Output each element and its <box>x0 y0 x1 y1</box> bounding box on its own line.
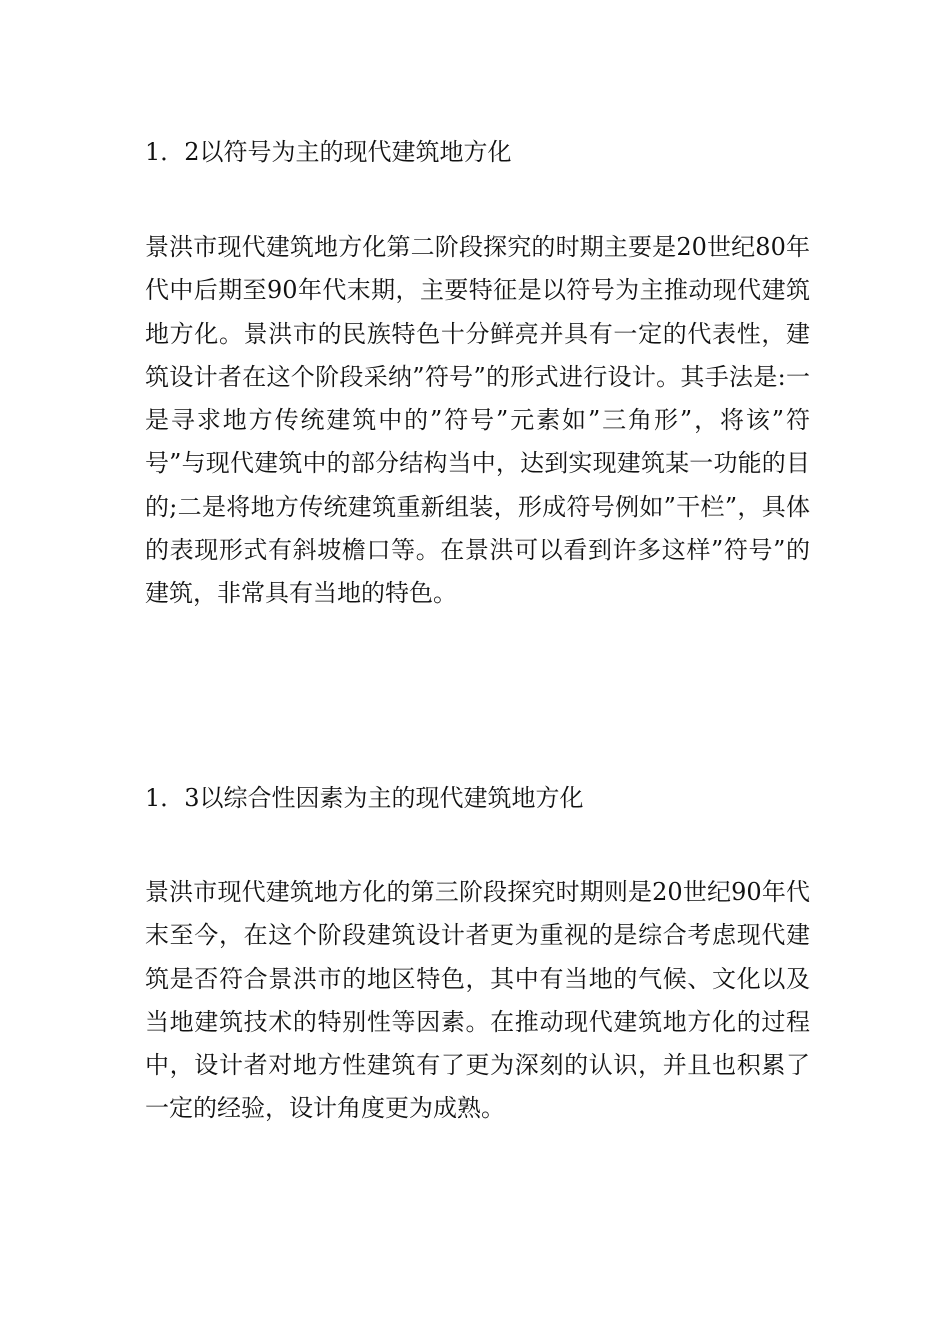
section-paragraph-1-3: 景洪市现代建筑地方化的第三阶段探究时期则是20世纪90年代末至今，在这个阶段建筑设计者更为重视的是综合考虑现代建筑是否符合景洪市的地区特色，其中有当地的气候、文化以及当地建筑技术的特别性等因素。在推动现代建筑地方化的过程中，设计者对地方性建筑有了更为深刻的认识，并且也积累了一定的经验，设计角度更为成熟。 <box>145 878 810 1123</box>
section-heading-1-2: 1．2以符号为主的现代建筑地方化 <box>145 138 512 166</box>
section-paragraph-1-2: 景洪市现代建筑地方化第二阶段探究的时期主要是20世纪80年代中后期至90年代末期，主要特征是以符号为主推动现代建筑地方化。景洪市的民族特色十分鲜亮并具有一定的代表性，建筑设计者在这个阶段采纳”符号”的形式进行设计。其手法是:一是寻求地方传统建筑中的”符号”元素如”三角形”，将该”符号”与现代建筑中的部分结构当中，达到实现建筑某一功能的目的;二是将地方传统建筑重新组装，形成符号例如”干栏”，具体的表现形式有斜坡檐口等。在景洪可以看到许多这样”符号”的建筑，非常具有当地的特色。 <box>145 233 810 608</box>
section-heading-1-3: 1．3以综合性因素为主的现代建筑地方化 <box>145 784 584 812</box>
